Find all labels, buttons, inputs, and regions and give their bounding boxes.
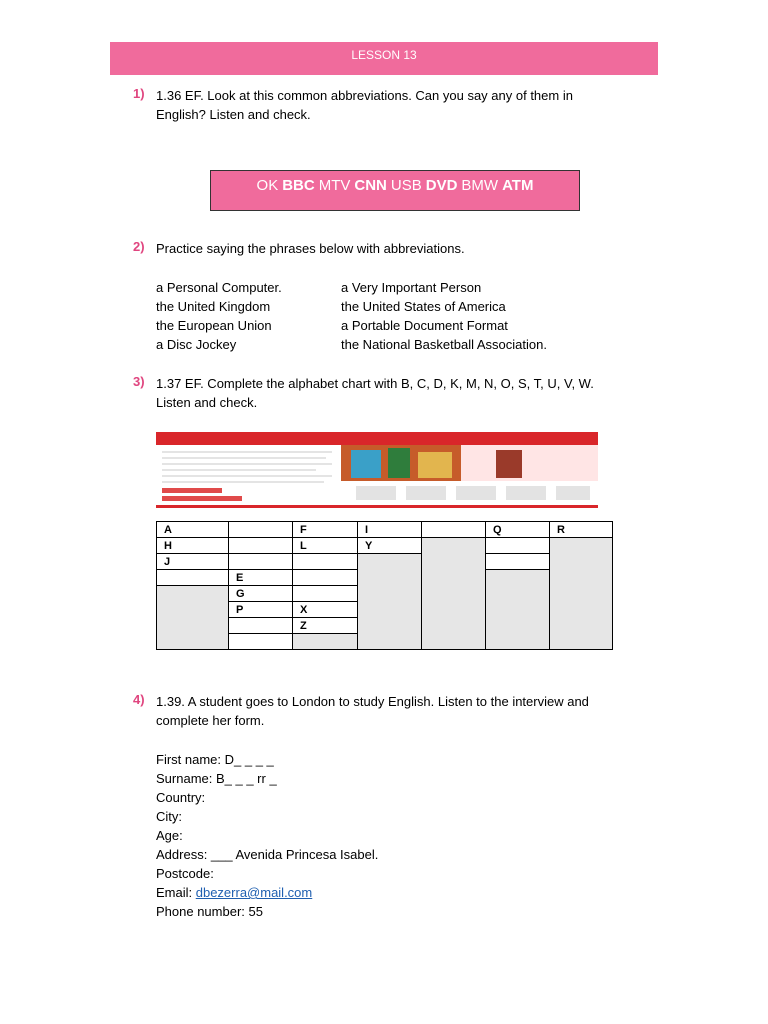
question-4-line-2: complete her form. — [156, 713, 265, 728]
abbr-mtv: MTV — [318, 177, 351, 194]
phrases-left-column — [156, 278, 282, 354]
question-2-number: 2) — [133, 239, 145, 254]
chart-cell — [229, 538, 293, 554]
chart-cell — [486, 554, 550, 570]
chart-grey-cell — [358, 554, 422, 650]
phrase: the United Kingdom — [156, 299, 271, 314]
phrases-right-column — [341, 278, 547, 354]
phrase: the European Union — [156, 318, 272, 333]
phrase: the United States of America — [341, 299, 506, 314]
chart-cell — [229, 554, 293, 570]
chart-cell — [229, 522, 293, 538]
form-city: City: — [156, 809, 182, 824]
chart-grey-cell — [422, 538, 486, 650]
student-form — [156, 750, 378, 921]
question-3-number: 3) — [133, 374, 145, 389]
abbr-ok: OK — [256, 177, 279, 194]
abbr-atm: ATM — [502, 177, 534, 194]
chart-cell: H — [157, 538, 229, 554]
abbreviations-box — [210, 170, 580, 211]
lesson-banner — [110, 42, 658, 75]
question-4-line-1: 1.39. A student goes to London to study English. Listen to the interview and — [156, 694, 589, 709]
chart-row — [157, 538, 613, 554]
chart-cell — [486, 538, 550, 554]
chart-cell: Y — [358, 538, 422, 554]
textbook-excerpt-graphic — [156, 432, 598, 508]
question-3-line-1: 1.37 EF. Complete the alphabet chart with B, C, D, K, M, N, O, S, T, U, V, W. — [156, 376, 594, 391]
question-1-number: 1) — [133, 86, 145, 101]
phrase: a Portable Document Format — [341, 318, 508, 333]
question-4-number: 4) — [133, 692, 145, 707]
chart-cell: L — [293, 538, 358, 554]
form-country: Country: — [156, 790, 206, 805]
chart-cell: R — [550, 522, 613, 538]
question-3-text — [156, 374, 676, 412]
textbook-excerpt-image — [156, 432, 598, 508]
chart-cell — [293, 554, 358, 570]
question-2-text: Practice saying the phrases below with abbreviations. — [156, 241, 465, 256]
question-1-line-2: English? Listen and check. — [156, 107, 311, 122]
chart-grey-cell — [293, 634, 358, 650]
chart-cell: A — [157, 522, 229, 538]
chart-cell: P — [229, 602, 293, 618]
chart-row — [157, 522, 613, 538]
phrase: a Very Important Person — [341, 280, 482, 295]
chart-row — [157, 554, 613, 570]
abbr-bmw: BMW — [461, 177, 499, 194]
chart-cell — [229, 634, 293, 650]
email-link[interactable]: dbezerra@mail.com — [195, 885, 313, 900]
form-surname: Surname: B_ _ _ rr _ — [156, 771, 277, 786]
form-email — [156, 883, 378, 902]
abbr-usb: USB — [390, 177, 422, 194]
form-phone: Phone number: 55 — [156, 904, 263, 919]
abbr-cnn: CNN — [354, 177, 387, 194]
form-email-label: Email: — [156, 885, 196, 900]
form-postcode: Postcode: — [156, 866, 214, 881]
phrase: a Personal Computer. — [156, 280, 282, 295]
chart-cell: Q — [486, 522, 550, 538]
alphabet-chart — [156, 521, 613, 650]
chart-cell: E — [229, 570, 293, 586]
chart-cell — [157, 570, 229, 586]
chart-grey-cell — [157, 586, 229, 650]
abbr-bbc: BBC — [282, 177, 315, 194]
chart-cell: F — [293, 522, 358, 538]
chart-cell: G — [229, 586, 293, 602]
abbr-dvd: DVD — [425, 177, 458, 194]
form-first-name: First name: D_ _ _ _ — [156, 752, 274, 767]
chart-grey-cell — [550, 538, 613, 650]
chart-cell: X — [293, 602, 358, 618]
chart-cell: I — [358, 522, 422, 538]
question-1-line-1: 1.36 EF. Look at this common abbreviations. Can you say any of them in — [156, 88, 573, 103]
chart-cell — [293, 570, 358, 586]
phrase: the National Basketball Association. — [341, 337, 547, 352]
question-3-line-2: Listen and check. — [156, 395, 258, 410]
chart-cell: Z — [293, 618, 358, 634]
chart-cell — [422, 522, 486, 538]
chart-cell — [229, 618, 293, 634]
question-1-text — [156, 86, 676, 124]
chart-cell: J — [157, 554, 229, 570]
question-4-text — [156, 692, 676, 730]
form-age: Age: — [156, 828, 183, 843]
phrase: a Disc Jockey — [156, 337, 237, 352]
chart-grey-cell — [486, 570, 550, 650]
chart-cell — [293, 586, 358, 602]
lesson-title: LESSON 13 — [351, 48, 417, 62]
form-address: Address: ___ Avenida Princesa Isabel. — [156, 847, 379, 862]
